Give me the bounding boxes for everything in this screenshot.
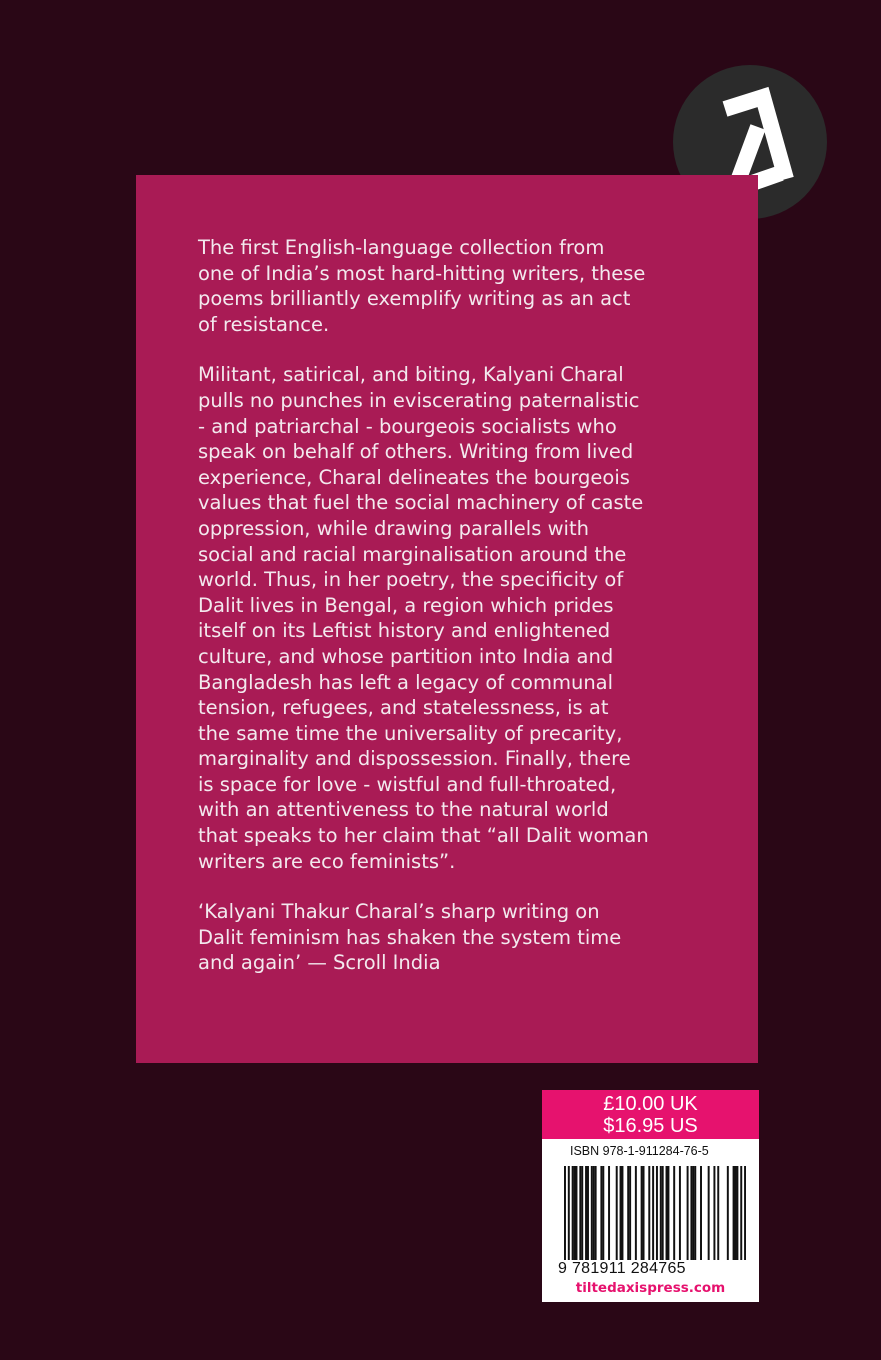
blurb-panel xyxy=(136,175,758,1063)
barcode-bar xyxy=(735,1166,737,1260)
barcode-bar xyxy=(575,1166,577,1260)
barcode-bar xyxy=(600,1166,602,1260)
barcode-bar xyxy=(744,1166,746,1260)
barcode-bar xyxy=(679,1166,681,1260)
barcode-bar xyxy=(660,1166,662,1260)
barcode-bar xyxy=(652,1166,654,1260)
barcode-bar xyxy=(713,1166,715,1260)
price-us: $16.95 US xyxy=(603,1115,698,1137)
barcode-bar xyxy=(717,1166,719,1260)
barcode-bar xyxy=(733,1166,735,1260)
barcode-bar xyxy=(602,1166,604,1260)
barcode-bar xyxy=(692,1166,694,1260)
barcode-bar xyxy=(700,1166,702,1260)
price-uk: £10.00 UK xyxy=(603,1093,698,1115)
barcode-bar xyxy=(635,1166,637,1260)
publisher-website: tiltedaxispress.com xyxy=(575,1280,726,1296)
barcode-bar xyxy=(572,1166,574,1260)
barcode-bar xyxy=(740,1166,742,1260)
blurb-paragraph-main: Militant, satirical, and biting, Kalyani Charal pulls no punches in eviscerating paternalistic - and patriarchal - bourgeois socialists who speak on behalf of others. Writing from lived experience, Charal delineates the bourgeois values that fuel the social machinery of caste oppression, while drawing parallels with social and racial marginalisation around the world. Thus, in her poetry, the specificity of Dalit lives in Bengal, a region which prides itself on its Leftist history and enlightened culture, and whose partition into India and Bangladesh has left a legacy of communal tension, refugees, and statelessness, is at the same time the universality of precarity, marginality and dispossession. Finally, there is space for love - wistful and full-throated, with an attentiveness to the natural world that speaks to her claim that “all Dalit woman writers are eco feminists”. xyxy=(198,363,649,873)
price-label xyxy=(542,1090,759,1139)
barcode-bar xyxy=(581,1166,583,1260)
barcode-bar xyxy=(694,1166,696,1260)
barcode-bar xyxy=(608,1166,610,1260)
barcode-bar xyxy=(587,1166,589,1260)
barcode-bar xyxy=(629,1166,631,1260)
barcode-bar xyxy=(574,1166,576,1260)
barcode-bar xyxy=(736,1166,738,1260)
barcode-bar xyxy=(595,1166,597,1260)
blurb-paragraph-intro: The first English-language collection from one of India’s most hard-hitting writers, these poems brilliantly exemplify writing as an act of resistance. xyxy=(198,236,646,336)
barcode-bar xyxy=(568,1166,570,1260)
barcode-bar xyxy=(591,1166,593,1260)
barcode-bar xyxy=(666,1166,668,1260)
barcode-bar xyxy=(621,1166,623,1260)
barcode-bar xyxy=(667,1166,669,1260)
barcode-bar xyxy=(673,1166,675,1260)
isbn-label: ISBN 978-1-911284-76-5 xyxy=(570,1144,709,1158)
barcode-bar xyxy=(690,1166,692,1260)
barcode-bar xyxy=(593,1166,595,1260)
barcode-bar xyxy=(727,1166,729,1260)
barcode-bar xyxy=(687,1166,689,1260)
blurb-review-quote: ‘Kalyani Thakur Charal’s sharp writing on Dalit feminism has shaken the system time and again’ — Scroll India xyxy=(198,900,622,975)
barcode-bar xyxy=(656,1166,658,1260)
barcode-digits: 9 781911 284765 xyxy=(558,1260,686,1277)
barcode-bar xyxy=(564,1166,566,1260)
barcode-bar xyxy=(616,1166,618,1260)
barcode-bar xyxy=(579,1166,581,1260)
barcode-bar xyxy=(627,1166,629,1260)
barcode-bar xyxy=(585,1166,587,1260)
barcode-bar xyxy=(648,1166,650,1260)
barcode-bar xyxy=(708,1166,710,1260)
barcode-bar xyxy=(643,1166,645,1260)
barcode-bar xyxy=(662,1166,664,1260)
barcode xyxy=(564,1166,746,1260)
barcode-bar xyxy=(620,1166,622,1260)
barcode-bar xyxy=(641,1166,643,1260)
price-barcode-box xyxy=(542,1090,759,1302)
